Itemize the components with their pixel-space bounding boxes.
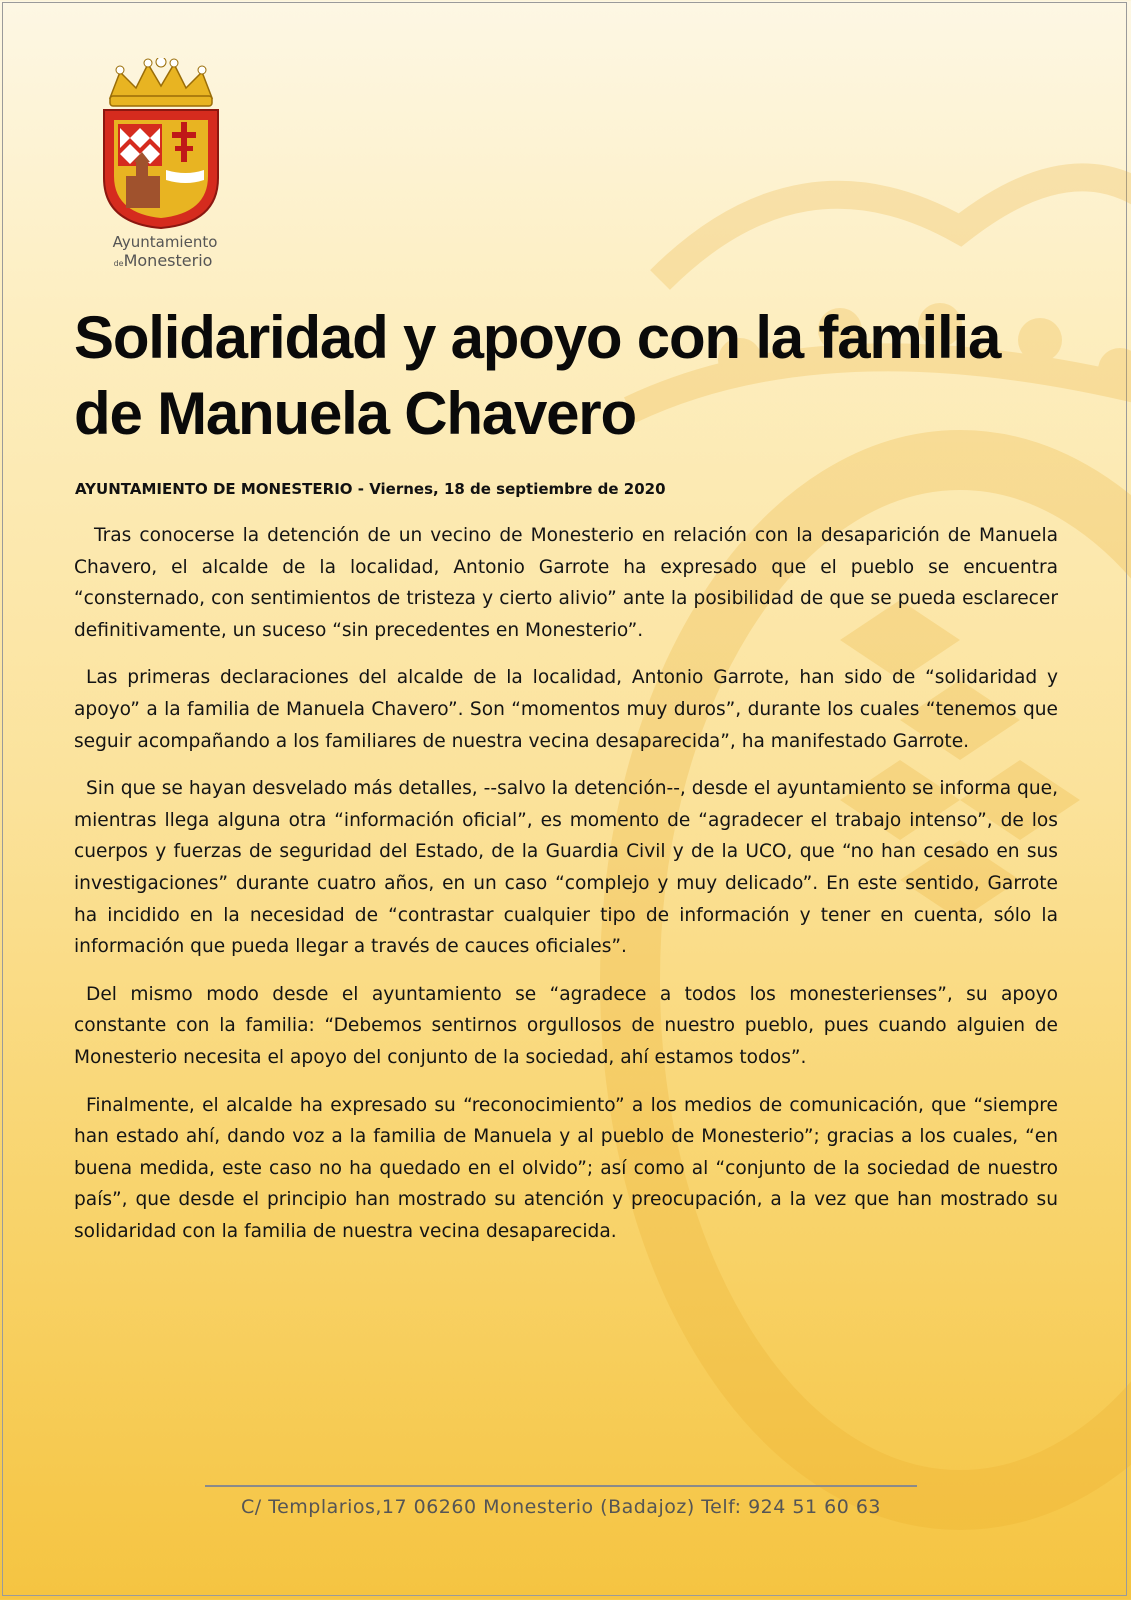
article-body xyxy=(74,520,1058,1263)
article-paragraph: Finalmente, el alcalde ha expresado su “reconocimiento” a los medios de comunicación, que “siempre han estado ahí, dando voz a la familia de Manuela y al pueblo de Monesterio”; gracias a los cuales, “en buena medida, este caso no ha quedado en el olvido”; así como al “conjunto de la sociedad de nuestro país”, que desde el principio han mostrado su atención y preocupación, a la vez que han mostrado su solidaridad con la familia de nuestra vecina desaparecida. xyxy=(74,1094,1058,1242)
municipal-logo xyxy=(96,58,236,278)
logo-text-de: de xyxy=(113,259,124,268)
article-paragraph: Del mismo modo desde el ayuntamiento se “agradece a todos los monesterienses”, su apoyo constante con la familia: “Debemos sentirnos orgullosos de nuestro pueblo, pues cuando alguien de Monesterio necesita el apoyo del conjunto de la sociedad, ahí estamos todos”. xyxy=(74,983,1058,1068)
footer-address: C/ Templarios,17 06260 Monesterio (Badajoz) Telf: 924 51 60 63 xyxy=(241,1496,881,1518)
article-paragraph: Sin que se hayan desvelado más detalles, --salvo la detención--, desde el ayuntamiento se informa que, mientras llega alguna otra “información oficial”, es momento de “agradecer el trabajo intenso”, de los cuerpos y fuerzas de seguridad del Estado, de la Guardia Civil y de la UCO, que “no han cesado en sus investigaciones” durante cuatro años, en un caso “complejo y muy delicado”. En este sentido, Garrote ha incidido en la necesidad de “contrastar cualquier tipo de información y tener en cuenta, sólo la información que pueda llegar a través de cauces oficiales”. xyxy=(74,778,1058,958)
article-title: Solidaridad y apoyo con la familia de Manuela Chavero xyxy=(74,304,1001,447)
article-paragraph: Las primeras declaraciones del alcalde de la localidad, Antonio Garrote, han sido de “solidaridad y apoyo” a la familia de Manuela Chavero”. Son “momentos muy duros”, durante los cuales “tenemos que seguir acompañando a los familiares de nuestra vecina desaparecida”, ha manifestado Garrote. xyxy=(74,667,1058,752)
logo-text-ayuntamiento: Ayuntamiento xyxy=(112,233,218,251)
article-paragraph: Tras conocerse la detención de un vecino de Monesterio en relación con la desaparición de Manuela Chavero, el alcalde de la localidad, Antonio Garrote ha expresado que el pueblo se encuentra “consternado, con sentimientos de tristeza y cierto alivio” ante la posibilidad de que se pueda esclarecer definitivamente, un suceso “sin precedentes en Monesterio”. xyxy=(74,525,1058,641)
logo-text-monesterio xyxy=(98,251,228,270)
footer-divider xyxy=(205,1485,917,1487)
article-byline: AYUNTAMIENTO DE MONESTERIO - Viernes, 18 de septiembre de 2020 xyxy=(75,480,666,498)
coat-of-arms-icon xyxy=(96,58,226,233)
logo-text-town: Monesterio xyxy=(123,251,213,270)
